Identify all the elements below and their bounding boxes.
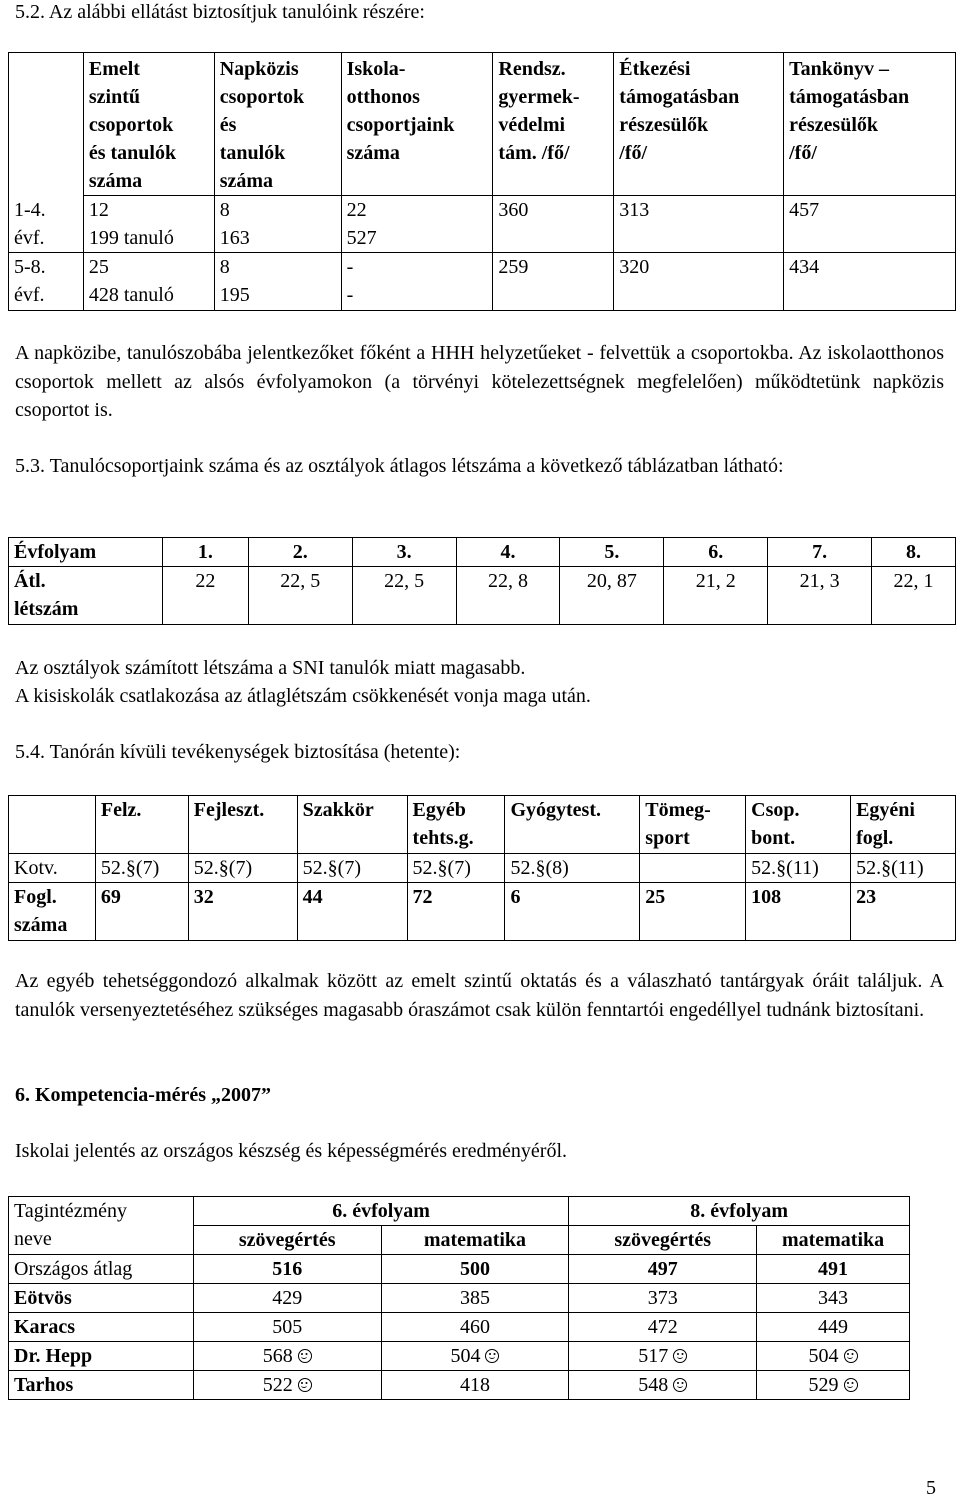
fogl-cell: 6 (505, 883, 640, 941)
cell-emelt (83, 253, 214, 311)
smiley-icon (673, 1349, 687, 1363)
header-line: fogl. (856, 827, 894, 849)
score-value: 522 (262, 1374, 293, 1396)
average-row (9, 567, 956, 625)
fogl-label-line: Fogl. (14, 886, 57, 908)
average-cell: 22 (162, 567, 248, 625)
grade-cell: 2. (248, 538, 352, 567)
header-line: csoportjaink (346, 114, 455, 136)
kotv-cell: 52.§(7) (407, 854, 505, 883)
cell-napkozis (214, 196, 341, 253)
cell-emelt (83, 196, 214, 253)
smiley-icon (298, 1349, 312, 1363)
cell-line: 22 (346, 199, 367, 221)
subject-header: szövegértés (193, 1226, 381, 1255)
cell-line: 8 (219, 199, 230, 221)
smiley-icon (673, 1378, 687, 1392)
score-value: 472 (647, 1316, 678, 1338)
grade-header-label: Évfolyam (9, 538, 163, 567)
header-line: csoportok (88, 114, 174, 136)
header-line: támogatásban (619, 86, 740, 108)
subject-header: szövegértés (569, 1226, 757, 1255)
average-label (9, 567, 163, 625)
table-row (9, 1313, 910, 1342)
score-cell (569, 1313, 757, 1342)
kotv-cell: 52.§(7) (297, 854, 407, 883)
average-cell: 21, 2 (664, 567, 768, 625)
header-line: tám. /fő/ (498, 142, 570, 164)
header-tankonyv (784, 53, 956, 196)
kotv-cell (640, 854, 746, 883)
corner-line: Tagintézmény (14, 1200, 127, 1222)
competency-table (8, 1196, 910, 1400)
grade-cell: 6. (664, 538, 768, 567)
score-cell (193, 1342, 381, 1371)
header-line: száma (88, 170, 143, 192)
grade-cell: 3. (352, 538, 456, 567)
average-cell: 20, 87 (560, 567, 664, 625)
score-cell (381, 1342, 569, 1371)
score-cell (757, 1313, 910, 1342)
header-line: Fejleszt. (193, 799, 265, 821)
header-line: szintű (88, 86, 140, 108)
header-napkozis (214, 53, 341, 196)
section-heading-5-3: 5.3. Tanulócsoportjaink száma és az osztályok átlagos létszáma a következő táblázatban látható: (15, 455, 784, 477)
fogl-cell: 25 (640, 883, 746, 941)
header-emelt (83, 53, 214, 196)
score-cell (193, 1371, 381, 1400)
fogl-cell: 23 (851, 883, 956, 941)
header-line: Tömeg- (645, 799, 711, 821)
score-value: 500 (459, 1258, 490, 1280)
smiley-icon (298, 1378, 312, 1392)
activity-header (188, 796, 297, 854)
note-kisiskolak: A kisiskolák csatlakozása az átlaglétszám csökkenését vonja maga után. (15, 685, 591, 707)
header-line: és (219, 114, 237, 136)
score-value: 504 (808, 1345, 839, 1367)
activity-header (746, 796, 851, 854)
header-line: részesülők (789, 114, 879, 136)
header-line: Emelt (88, 58, 140, 80)
row-label (9, 196, 84, 253)
header-line: Napközis (219, 58, 299, 80)
fogl-cell: 108 (746, 883, 851, 941)
corner-cell (9, 1197, 194, 1255)
cell-line: 25 (88, 256, 109, 278)
section-heading-5-2: 5.2. Az alábbi ellátást biztosítjuk tanulóink részére: (15, 1, 425, 23)
activity-header-row (9, 796, 956, 854)
score-value: 517 (638, 1345, 669, 1367)
table-row (9, 1284, 910, 1313)
header-rendsz (493, 53, 614, 196)
header-line: Felz. (100, 799, 142, 821)
grade-cell: 1. (162, 538, 248, 567)
header-line: részesülők (619, 114, 709, 136)
kotv-cell: 52.§(7) (95, 854, 188, 883)
header-line: bont. (751, 827, 796, 849)
score-cell (569, 1371, 757, 1400)
kotv-cell: 52.§(8) (505, 854, 640, 883)
score-cell (193, 1313, 381, 1342)
activity-header (640, 796, 746, 854)
kotv-cell: 52.§(11) (851, 854, 956, 883)
table-row (9, 1255, 910, 1284)
header-line: tehts.g. (412, 827, 474, 849)
average-label-line: létszám (14, 598, 79, 620)
cell-rendsz: 259 (493, 253, 614, 311)
paragraph-napkozi: A napközibe, tanulószobába jelentkezőket főként a HHH helyzetűeket - felvettük a csoportokba. Az iskolaotthonos csoportok mellett az alsós évfolyamokon (a törvényi kötelezettségnek megfelelően) működtetünk napközis csoportot is. (15, 342, 944, 421)
header-line: Étkezési (619, 58, 691, 80)
corner-cell (9, 796, 96, 854)
cell-tankonyv: 434 (784, 253, 956, 311)
header-line: otthonos (346, 86, 420, 108)
school-name: Eötvös (9, 1284, 194, 1313)
cell-line: 527 (346, 227, 377, 249)
cell-etkezesi: 313 (614, 196, 784, 253)
fogl-label-line: száma (14, 914, 68, 936)
grade-row (9, 538, 956, 567)
kotv-cell: 52.§(7) (188, 854, 297, 883)
score-value: 449 (818, 1316, 849, 1338)
subject-header: matematika (381, 1226, 569, 1255)
page-number: 5 (926, 1477, 936, 1499)
score-value: 529 (808, 1374, 839, 1396)
score-value: 385 (459, 1287, 490, 1309)
score-cell (193, 1255, 381, 1284)
cell-napkozis (214, 253, 341, 311)
grade8-header: 8. évfolyam (569, 1197, 910, 1226)
fogl-row (9, 883, 956, 941)
header-line: száma (219, 170, 274, 192)
fogl-label (9, 883, 96, 941)
kotv-row (9, 854, 956, 883)
header-line: csoportok (219, 86, 305, 108)
score-value: 504 (450, 1345, 481, 1367)
table-row (9, 1342, 910, 1371)
cell-rendsz: 360 (493, 196, 614, 253)
smiley-icon (485, 1349, 499, 1363)
score-cell (757, 1371, 910, 1400)
row-label (9, 253, 84, 311)
score-value: 429 (272, 1287, 303, 1309)
score-value: 491 (818, 1258, 849, 1280)
cell-line: 163 (219, 227, 250, 249)
activity-header (851, 796, 956, 854)
smiley-icon (844, 1349, 858, 1363)
score-cell (193, 1284, 381, 1313)
score-cell (569, 1284, 757, 1313)
activity-header (505, 796, 640, 854)
smiley-icon (844, 1378, 858, 1392)
cell-line: 8 (219, 256, 230, 278)
score-value: 460 (459, 1316, 490, 1338)
score-cell (757, 1255, 910, 1284)
header-line: gyermek- (498, 86, 580, 108)
score-cell (569, 1342, 757, 1371)
score-value: 373 (647, 1287, 678, 1309)
header-line: /fő/ (619, 142, 648, 164)
score-value: 505 (272, 1316, 303, 1338)
note-sni: Az osztályok számított létszáma a SNI tanulók miatt magasabb. (15, 657, 526, 679)
school-name: Dr. Hepp (9, 1342, 194, 1371)
activities-table (8, 795, 956, 941)
score-value: 548 (638, 1374, 669, 1396)
table-row (9, 253, 956, 311)
kotv-cell: 52.§(11) (746, 854, 851, 883)
row-label-line: 5-8. (14, 256, 46, 278)
grade6-header: 6. évfolyam (193, 1197, 569, 1226)
header-line: tanulók (219, 142, 286, 164)
corner-cell (9, 53, 84, 196)
score-value: 516 (272, 1258, 303, 1280)
score-cell (381, 1284, 569, 1313)
header-line: száma (346, 142, 400, 164)
cell-etkezesi: 320 (614, 253, 784, 311)
average-label-line: Átl. (14, 570, 46, 592)
school-name: Karacs (9, 1313, 194, 1342)
score-cell (569, 1255, 757, 1284)
section-heading-6: 6. Kompetencia-mérés „2007” (15, 1084, 272, 1106)
grade-cell: 7. (768, 538, 872, 567)
school-name: Tarhos (9, 1371, 194, 1400)
grade-header-row (9, 1197, 910, 1226)
cell-line: - (346, 256, 354, 278)
activity-header (95, 796, 188, 854)
score-value: 343 (818, 1287, 849, 1309)
score-cell (381, 1371, 569, 1400)
report-title: Iskolai jelentés az országos készség és képességmérés eredményéről. (15, 1140, 568, 1162)
row-label-line: 1-4. (14, 198, 46, 221)
header-line: /fő/ (789, 142, 817, 164)
cell-line: 195 (219, 284, 250, 306)
activity-header (297, 796, 407, 854)
header-line: Tankönyv – (789, 58, 889, 80)
average-cell: 21, 3 (768, 567, 872, 625)
cell-line: 199 tanuló (88, 227, 174, 249)
kotv-label: Kotv. (9, 854, 96, 883)
class-size-table (8, 537, 956, 625)
header-line: Rendsz. (498, 58, 566, 80)
average-cell: 22, 1 (872, 567, 956, 625)
cell-tankonyv: 457 (784, 196, 956, 253)
fogl-cell: 32 (188, 883, 297, 941)
score-value: 568 (262, 1345, 293, 1367)
header-line: Csop. (751, 799, 800, 821)
table-header-row (9, 53, 956, 196)
fogl-cell: 72 (407, 883, 505, 941)
header-iskolaotthonos (341, 53, 493, 196)
subject-header: matematika (757, 1226, 910, 1255)
score-cell (381, 1313, 569, 1342)
header-line: Szakkör (302, 799, 374, 821)
score-cell (757, 1342, 910, 1371)
header-line: Egyéb (412, 799, 466, 821)
score-cell (757, 1284, 910, 1313)
header-line: védelmi (498, 114, 566, 136)
competency-rows (9, 1255, 910, 1400)
average-cell: 22, 8 (456, 567, 560, 625)
cell-line: 12 (88, 199, 109, 221)
header-line: és tanulók (88, 142, 177, 164)
grade-cell: 4. (456, 538, 560, 567)
care-provision-table (8, 52, 956, 311)
fogl-cell: 69 (95, 883, 188, 941)
score-value: 418 (459, 1374, 490, 1396)
grade-cell: 8. (872, 538, 956, 567)
header-line: Egyéni (856, 799, 915, 821)
corner-line: neve (14, 1228, 52, 1250)
row-label-line: évf. (14, 226, 45, 249)
table-row (9, 1371, 910, 1400)
average-cell: 22, 5 (248, 567, 352, 625)
average-cell: 22, 5 (352, 567, 456, 625)
grade-cell: 5. (560, 538, 664, 567)
school-name: Országos átlag (9, 1255, 194, 1284)
section-heading-5-4: 5.4. Tanórán kívüli tevékenységek biztosítása (hetente): (15, 741, 461, 763)
cell-iskola (341, 196, 493, 253)
cell-iskola (341, 253, 493, 311)
activity-header (407, 796, 505, 854)
header-line: Iskola- (346, 58, 406, 80)
header-line: sport (645, 827, 690, 849)
score-value: 497 (647, 1258, 678, 1280)
cell-line: - (346, 284, 354, 306)
header-line: támogatásban (789, 86, 910, 108)
row-label-line: évf. (14, 284, 45, 306)
fogl-cell: 44 (297, 883, 407, 941)
score-cell (381, 1255, 569, 1284)
cell-line: 428 tanuló (88, 284, 174, 306)
table-row (9, 196, 956, 253)
header-line: Gyógytest. (510, 799, 601, 821)
paragraph-tehetseg: Az egyéb tehetséggondozó alkalmak között az emelt szintű oktatás és a válaszható tantárgyak óráit találjuk. A tanulók versenyeztetéséhez szükséges magasabb óraszámot csak külön fenntartói engedéllyel tudnánk biztosítani. (15, 970, 944, 1021)
header-etkezesi (614, 53, 784, 196)
